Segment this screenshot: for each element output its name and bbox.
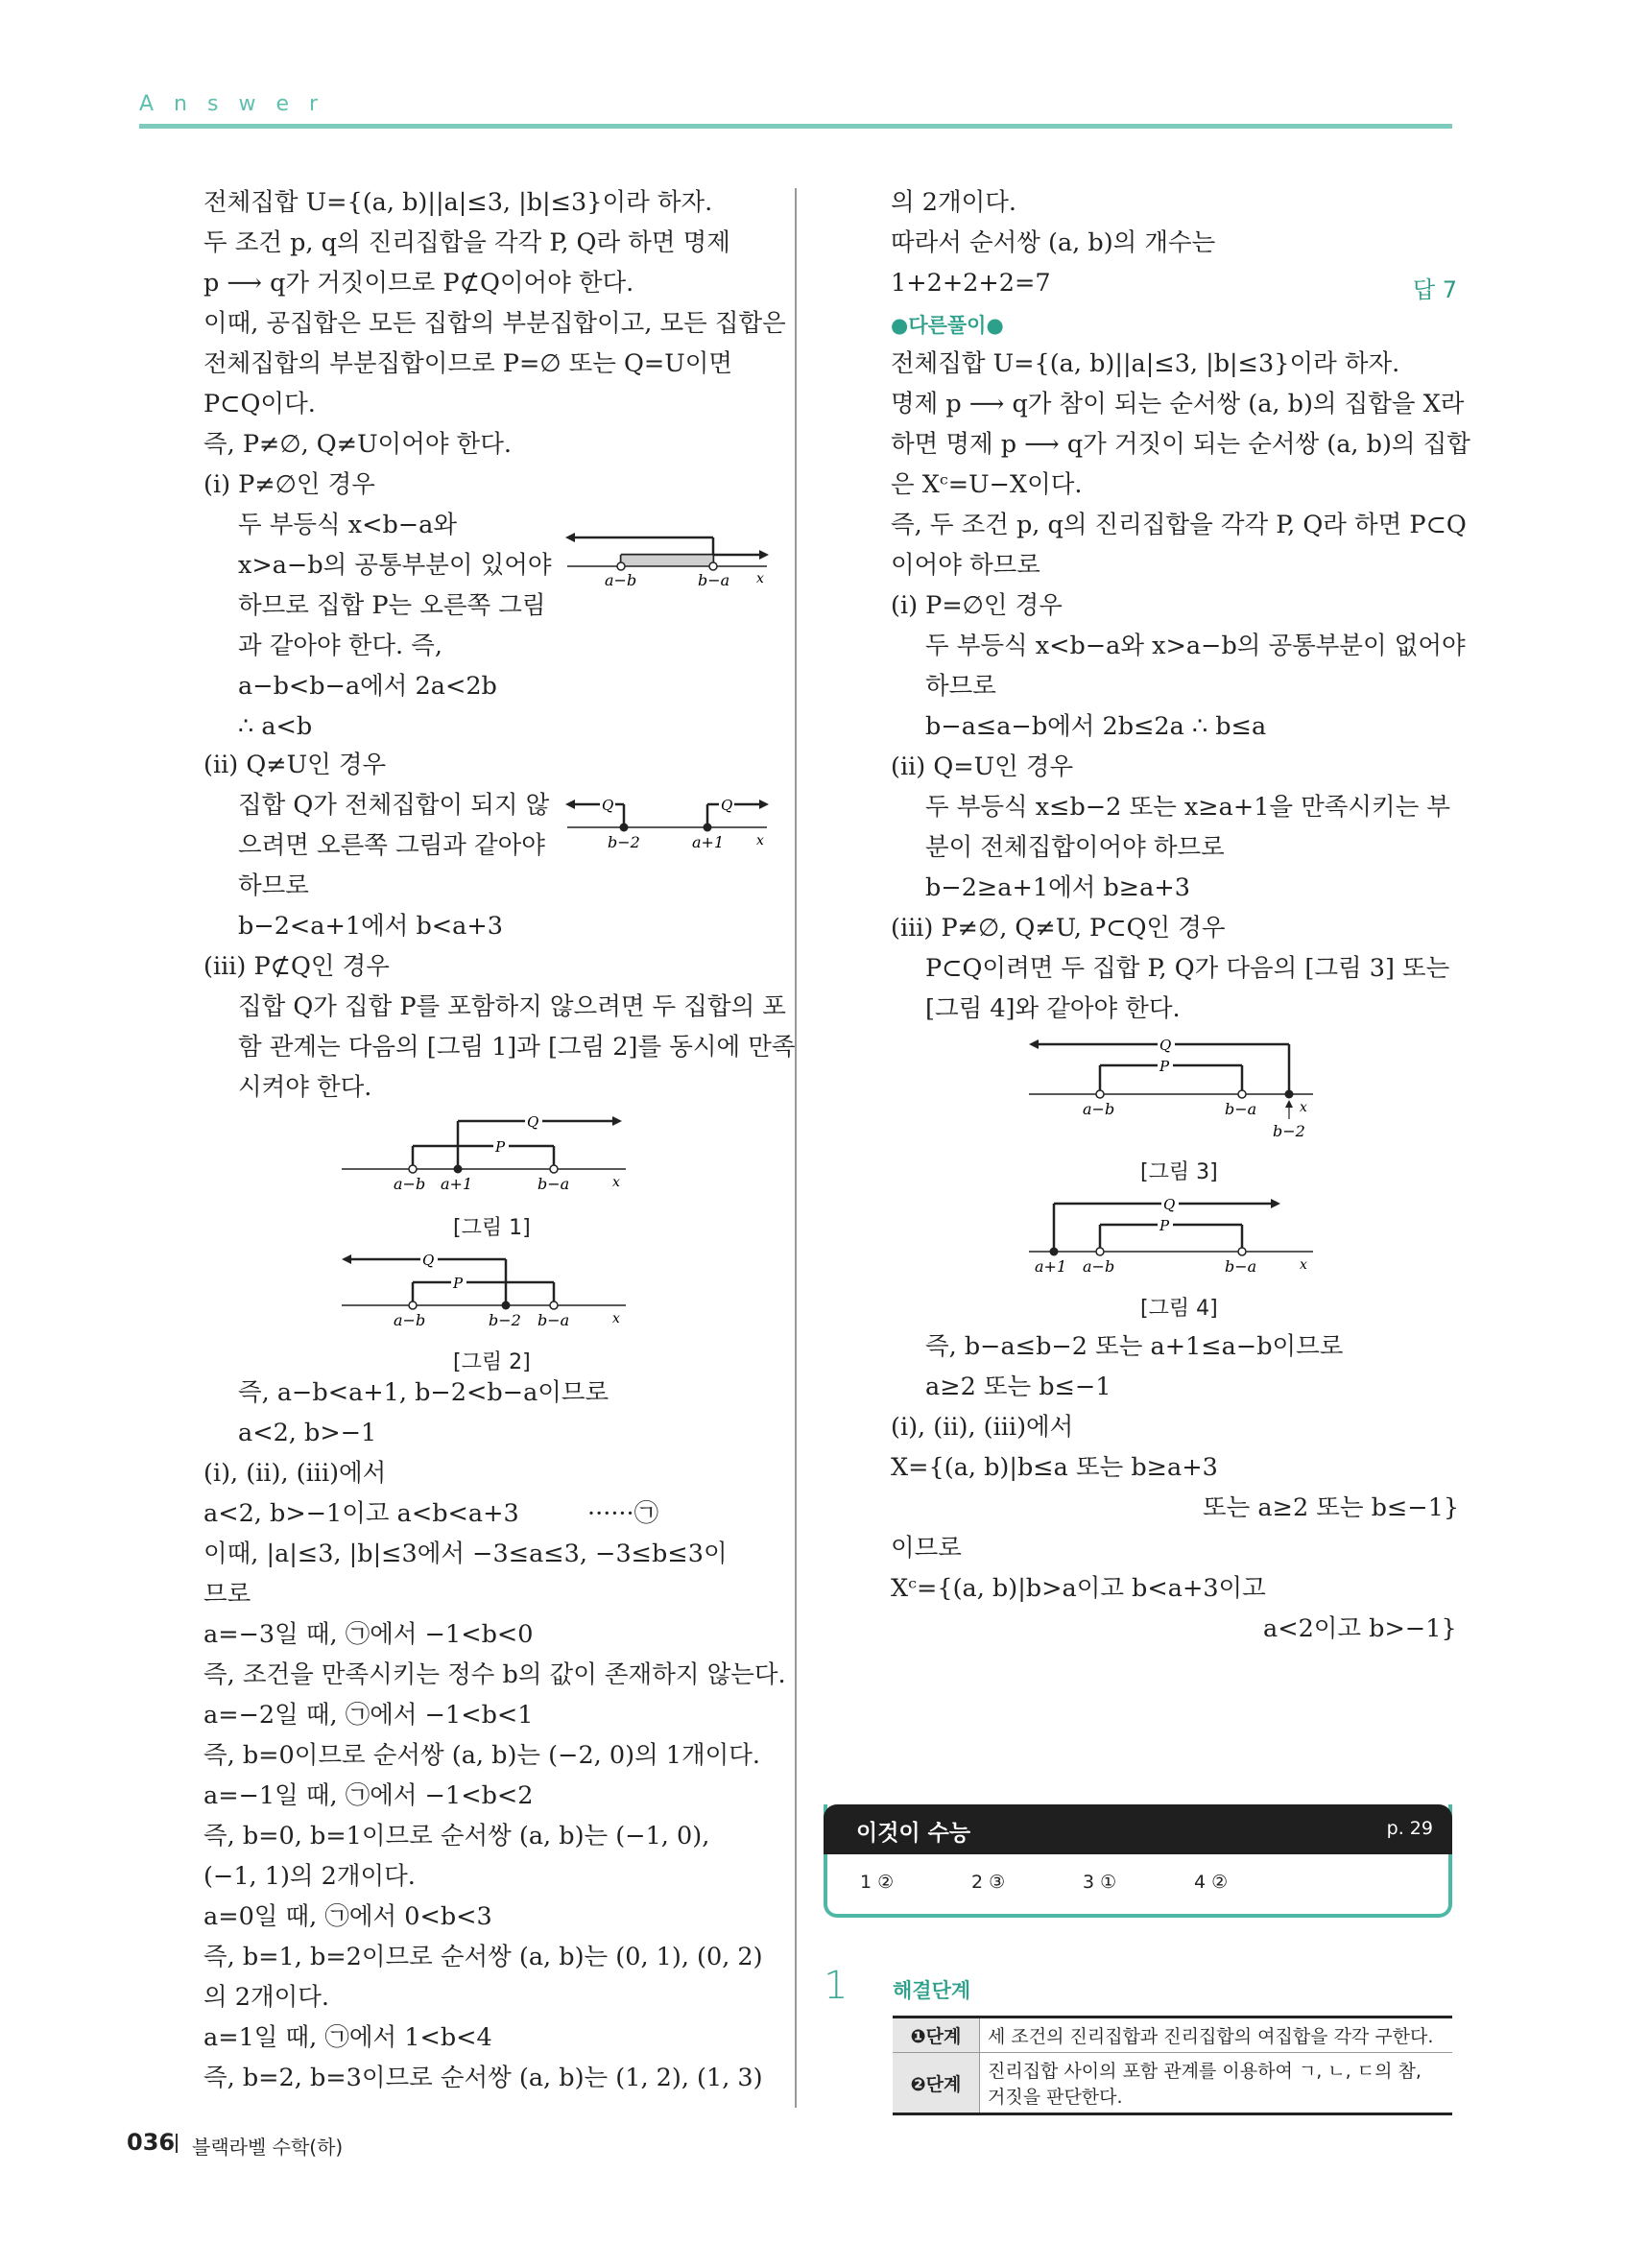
text-line: 분이 전체집합이어야 하므로 xyxy=(925,833,1225,862)
label-a-minus-b: a−b xyxy=(394,1175,426,1193)
text-line: 즉, 조건을 만족시키는 정수 b의 값이 존재하지 않는다. xyxy=(203,1660,786,1689)
label-a-minus-b: a−b xyxy=(1083,1100,1115,1118)
answer-tag: 답 7 xyxy=(1412,276,1457,303)
text-line: 이어야 하므로 xyxy=(891,551,1040,580)
text-line: 으려면 오른쪽 그림과 같아야 xyxy=(238,831,545,860)
text-line: 두 조건 p, q의 진리집합을 각각 P, Q라 하면 명제 xyxy=(203,228,730,257)
case-heading: (ii) Q≠U인 경우 xyxy=(203,751,387,779)
table-row xyxy=(893,2053,1452,2114)
text-line: a<2, b>−1 xyxy=(238,1419,377,1447)
figure-1 xyxy=(338,1104,635,1200)
text-line: 즉, 두 조건 p, q의 진리집합을 각각 P, Q라 하면 P⊂Q xyxy=(891,511,1467,539)
label-x-axis: x xyxy=(1300,1100,1307,1115)
equation-marker: ······㉠ xyxy=(587,1499,659,1528)
text-line: [그림 4]와 같아야 한다. xyxy=(925,994,1181,1023)
footer-separator xyxy=(176,2134,178,2153)
text-line: 시켜야 한다. xyxy=(238,1073,372,1102)
text-line: 의 2개이다. xyxy=(891,188,1016,217)
label-a-plus-1: a+1 xyxy=(441,1175,473,1193)
figure-4-caption: [그림 4] xyxy=(1140,1297,1218,1321)
text-line: a=−1일 때, ㉠에서 −1<b<2 xyxy=(203,1781,534,1810)
figure-2-caption: [그림 2] xyxy=(453,1350,531,1374)
figure-3 xyxy=(1025,1029,1323,1144)
case-heading: (iii) P≠∅, Q≠U, P⊂Q인 경우 xyxy=(891,914,1226,943)
text-line: 하므로 집합 P는 오른쪽 그림 xyxy=(238,591,546,620)
figure-3-caption: [그림 3] xyxy=(1140,1160,1218,1184)
label-a-plus-1: a+1 xyxy=(692,833,725,851)
label-q-left: Q xyxy=(602,797,614,814)
label-q: Q xyxy=(422,1252,435,1269)
text-line: 전체집합 U={(a, b)||a|≤3, |b|≤3}이라 하자. xyxy=(203,188,713,217)
label-b-minus-a: b−a xyxy=(1225,1257,1257,1276)
text-line: b−2<a+1에서 b<a+3 xyxy=(238,912,503,941)
label-b-minus-2: b−2 xyxy=(608,833,640,851)
book-title: 블랙라벨 수학(하) xyxy=(192,2136,344,2159)
text-line: 집합 Q가 집합 P를 포함하지 않으려면 두 집합의 포 xyxy=(238,992,786,1021)
label-b-minus-2: b−2 xyxy=(1273,1122,1305,1140)
text-line: 두 부등식 x<b−a와 x>a−b의 공통부분이 없어야 xyxy=(925,632,1466,660)
alternative-solution-label: ●다른풀이● xyxy=(891,314,1004,337)
text-line: 전체집합 U={(a, b)||a|≤3, |b|≤3}이라 하자. xyxy=(891,349,1400,378)
label-b-minus-a: b−a xyxy=(698,571,730,587)
label-x-axis: x xyxy=(612,1175,620,1190)
text-line: 두 부등식 x≤b−2 또는 x≥a+1을 만족시키는 부 xyxy=(925,793,1451,822)
step-text: 세 조건의 진리집합과 진리집합의 여집합을 각각 구한다. xyxy=(980,2017,1453,2053)
suneung-answer-3: 3 ① xyxy=(1083,1872,1117,1893)
solution-steps-table xyxy=(893,2016,1452,2115)
text-line: a≥2 또는 b≤−1 xyxy=(925,1373,1111,1401)
suneung-page-ref: p. 29 xyxy=(1386,1818,1433,1839)
case-heading: (iii) P⊄Q인 경우 xyxy=(203,952,390,981)
label-a-minus-b: a−b xyxy=(605,571,637,587)
label-p: P xyxy=(495,1138,506,1156)
text-line: 이때, 공집합은 모든 집합의 부분집합이고, 모든 집합은 xyxy=(203,309,786,338)
text-line: 두 부등식 x<b−a와 xyxy=(238,511,458,539)
text-line: 므로 xyxy=(203,1580,251,1609)
text-line: a=0일 때, ㉠에서 0<b<3 xyxy=(203,1902,492,1931)
page-number: 036 xyxy=(127,2129,176,2156)
text-line: 즉, b−a≤b−2 또는 a+1≤a−b이므로 xyxy=(925,1332,1344,1361)
case-heading: (ii) Q=U인 경우 xyxy=(891,752,1074,781)
text-line: 은 Xᶜ=U−X이다. xyxy=(891,470,1083,499)
text-line: a=−3일 때, ㉠에서 −1<b<0 xyxy=(203,1620,534,1649)
text-line: b−2≥a+1에서 b≥a+3 xyxy=(925,873,1190,902)
text-line: a<2, b>−1이고 a<b<a+3 xyxy=(203,1499,519,1528)
text-line: 즉, b=1, b=2이므로 순서쌍 (a, b)는 (0, 1), (0, 2) xyxy=(203,1943,763,1971)
text-line: 명제 p ⟶ q가 참이 되는 순서쌍 (a, b)의 집합을 X라 xyxy=(891,390,1465,418)
text-line: 의 2개이다. xyxy=(203,1983,329,2012)
figure-2 xyxy=(338,1240,635,1336)
label-x-axis: x xyxy=(612,1311,620,1326)
text-line: 이때, |a|≤3, |b|≤3에서 −3≤a≤3, −3≤b≤3이 xyxy=(203,1540,728,1568)
figure-4 xyxy=(1025,1186,1323,1282)
text-line: 1+2+2+2=7 xyxy=(891,269,1051,298)
text-line: 집합 Q가 전체집합이 되지 않 xyxy=(238,791,550,820)
text-line: P⊂Q이려면 두 집합 P, Q가 다음의 [그림 3] 또는 xyxy=(925,954,1450,983)
label-a-minus-b: a−b xyxy=(1083,1257,1115,1276)
suneung-header xyxy=(824,1804,1452,1854)
label-x-axis: x xyxy=(756,833,764,848)
suneung-answer-4: 4 ② xyxy=(1194,1872,1229,1893)
text-line: 따라서 순서쌍 (a, b)의 개수는 xyxy=(891,228,1216,257)
text-line: x>a−b의 공통부분이 있어야 xyxy=(238,551,552,580)
table-row xyxy=(893,2017,1452,2053)
label-b-minus-a: b−a xyxy=(538,1311,570,1329)
label-a-minus-b: a−b xyxy=(394,1311,426,1329)
column-divider xyxy=(795,188,797,2108)
text-line: a<2이고 b>−1} xyxy=(1263,1614,1457,1643)
label-p: P xyxy=(453,1275,464,1292)
label-p: P xyxy=(1159,1058,1170,1075)
text-line: 과 같아야 한다. 즉, xyxy=(238,632,442,660)
number-line-figure-q xyxy=(562,787,773,856)
text-line: 하면 명제 p ⟶ q가 거짓이 되는 순서쌍 (a, b)의 집합 xyxy=(891,430,1470,459)
label-q-right: Q xyxy=(721,797,733,814)
text-line: 이므로 xyxy=(891,1534,962,1563)
suneung-answer-2: 2 ③ xyxy=(971,1872,1006,1893)
text-line: 즉, b=0, b=1이므로 순서쌍 (a, b)는 (−1, 0), xyxy=(203,1822,710,1850)
label-q: Q xyxy=(1163,1196,1176,1213)
label-q: Q xyxy=(1159,1037,1172,1054)
text-line: 즉, P≠∅, Q≠U이어야 한다. xyxy=(203,430,512,459)
text-line: 즉, a−b<a+1, b−2<b−a이므로 xyxy=(238,1378,609,1407)
label-p: P xyxy=(1159,1217,1170,1234)
text-line: 하므로 xyxy=(925,672,996,701)
text-line: p ⟶ q가 거짓이므로 P⊄Q이어야 한다. xyxy=(203,269,634,298)
label-b-minus-a: b−a xyxy=(1225,1100,1257,1118)
label-x-axis: x xyxy=(1300,1257,1307,1273)
label-q: Q xyxy=(527,1113,539,1131)
step-text: 진리집합 사이의 포함 관계를 이용하여 ㄱ, ㄴ, ㄷ의 참, 거짓을 판단한다. xyxy=(980,2053,1453,2114)
text-line: 전체집합의 부분집합이므로 P=∅ 또는 Q=U이면 xyxy=(203,349,733,378)
case-heading: (i) P≠∅인 경우 xyxy=(203,470,375,499)
steps-title: 해결단계 xyxy=(893,1979,971,2002)
number-line-figure-p xyxy=(562,509,773,587)
text-line: 함 관계는 다음의 [그림 1]과 [그림 2]를 동시에 만족 xyxy=(238,1033,796,1062)
text-line: (i), (ii), (iii)에서 xyxy=(203,1459,387,1488)
text-line: a=1일 때, ㉠에서 1<b<4 xyxy=(203,2023,492,2052)
text-line: 하므로 xyxy=(238,871,309,900)
label-x-axis: x xyxy=(756,571,764,586)
text-line: (−1, 1)의 2개이다. xyxy=(203,1862,416,1891)
header-rule xyxy=(139,124,1452,129)
text-line: X={(a, b)|b≤a 또는 b≥a+3 xyxy=(891,1453,1218,1482)
header-answer-label: Answer xyxy=(139,92,339,116)
text-line: 즉, b=2, b=3이므로 순서쌍 (a, b)는 (1, 2), (1, 3) xyxy=(203,2064,763,2092)
text-line: a−b<b−a에서 2a<2b xyxy=(238,672,497,701)
text-line: P⊂Q이다. xyxy=(203,390,316,418)
suneung-answer-1: 1 ② xyxy=(860,1872,895,1893)
text-line: ∴ a<b xyxy=(238,712,313,741)
text-line: 즉, b=0이므로 순서쌍 (a, b)는 (−2, 0)의 1개이다. xyxy=(203,1741,761,1770)
text-line: Xᶜ={(a, b)|b>a이고 b<a+3이고 xyxy=(891,1574,1266,1603)
label-b-minus-2: b−2 xyxy=(489,1311,521,1329)
figure-1-caption: [그림 1] xyxy=(453,1216,531,1240)
text-line: a=−2일 때, ㉠에서 −1<b<1 xyxy=(203,1701,534,1730)
text-line: 또는 a≥2 또는 b≤−1} xyxy=(1203,1493,1460,1522)
text-line: b−a≤a−b에서 2b≤2a ∴ b≤a xyxy=(925,712,1267,741)
text-line: (i), (ii), (iii)에서 xyxy=(891,1413,1074,1442)
label-b-minus-a: b−a xyxy=(538,1175,570,1193)
step-label: ❶단계 xyxy=(893,2017,980,2053)
label-a-plus-1: a+1 xyxy=(1035,1257,1067,1276)
suneung-title: 이것이 수능 xyxy=(856,1821,971,1846)
case-heading: (i) P=∅인 경우 xyxy=(891,591,1063,620)
problem-number: 1 xyxy=(824,1964,848,2008)
step-label: ❷단계 xyxy=(893,2053,980,2114)
